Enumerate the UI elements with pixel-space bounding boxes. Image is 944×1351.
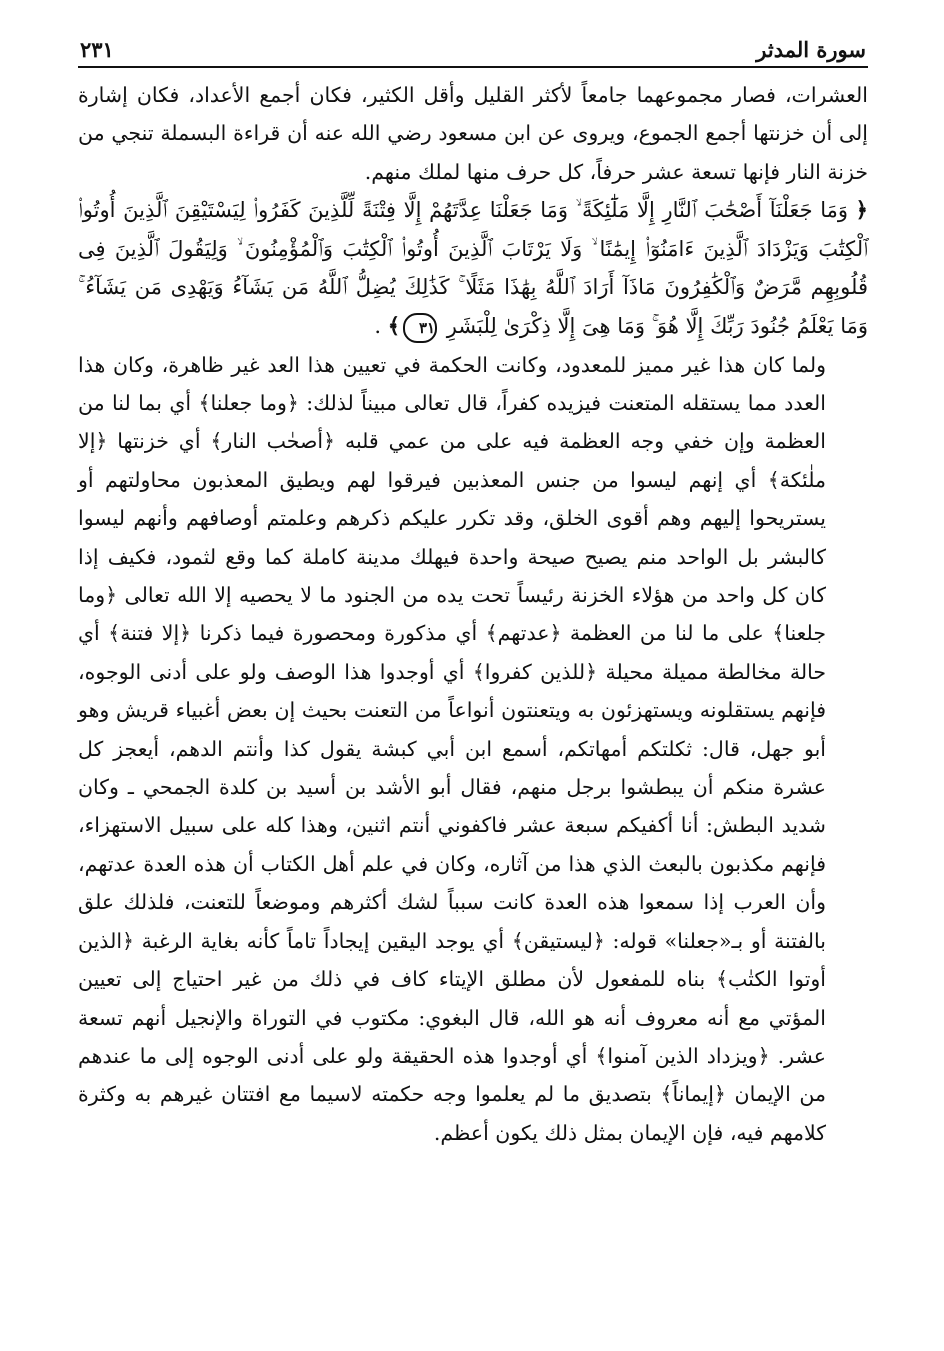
commentary-paragraph: ولما كان هذا غير مميز للمعدود، وكانت الحكمة في تعيين هذا العد غير ظاهرة، وكان هذا العدد مما يستقله المتعنت فيزيده كفراً، قال تعالى مبيناً لذلك: ﴿وما جعلنا﴾ أي بما لنا من العظمة وإن خفي وجه العظمة فيه على من عمي قلبه ﴿أصحٰب النار﴾ أي خزنتها ﴿إلا ملٰئكة﴾ أي إنهم ليسوا من جنس المعذبين فيرقوا لهم ويطيق المعذبون محاولتهم أو يستريحوا إليهم وهم أقوى الخلق، وقد تكرر عليكم ذكرهم وعلمتم أوصافهم وأنهم ليسوا كالبشر بل الواحد منم يصيح صيحة واحدة فيهلك مدينة كاملة كما وقع لثمود، فكيف إذا كان كل واحد من هؤلاء الخزنة رئيساً تحت يده من الجنود ما لا يحصيه إلا الله تعالى ﴿وما جلعنا﴾ على ما لنا من العظمة ﴿عدتهم﴾ أي مذكورة ومحصورة فيما ذكرنا ﴿إلا فتنة﴾ أي حالة مخالطة مميلة محيلة ﴿للذين كفروا﴾ أي أوجدوا هذا الوصف ولو على أدنى الوجوه، فإنهم يستقلونه ويستهزئون به ويتعنتون أنواعاً من التعنت بحيث إن بعض أغبياء قريش وهو أبو جهل، قال: ثكلتكم أمهاتكم، أسمع ابن أبي كبشة يقول كذا وأنتم الدهم، أيعجز كل عشرة منكم أن يبطشوا برجل منهم، فقال أبو الأشد بن أسيد بن كلدة الجمحي ـ وكان شديد البطش: أنا أكفيكم سبعة عشر فاكفوني أنتم اثنين، وهذا كله على سبيل الاستهزاء، فإنهم مكذبون بالبعث الذي هذا من آثاره، وكان في علم أهل الكتاب أن هذه العدة عدتهم، وأن العرب إذا سمعوا هذه العدة كانت سبباً لشك أكثرهم وموضعاً للتعنت، فلذلك علق بالفتنة أو بـ«جعلنا» قوله: ﴿ليستيقن﴾ أي يوجد اليقين إيجاداً تاماً كأنه بغاية الرغبة ﴿الذين أوتوا الكتٰب﴾ بناه للمفعول لأن مطلق الإيتاء كاف في ذلك من غير احتياج إلى تعيين المؤتي مع أنه معروف أنه هو الله، قال البغوي: مكتوب في التوراة والإنجيل أنهم تسعة عشر. ﴿ويزداد الذين آمنوا﴾ أي أوجدوا هذه الحقيقة ولو على أدنى الوجوه إلى ما عندهم من الإيمان ﴿إيماناً﴾ بتصديق ما لم يعلموا وجه حكمته لاسيما مع افتتان غيرهم به وكثرة كلامهم فيه، فإن الإيمان بمثل ذلك يكون أعظم. [78, 352, 826, 1145]
quran-verse-block [78, 191, 868, 345]
page-body [78, 76, 868, 1152]
verse-close-bracket: ﴾ [387, 313, 401, 338]
intro-paragraph: العشرات، فصار مجموعهما جامعاً لأكثر القليل وأقل الكثير، فكان أجمع الأعداد، فكان إشارة إلى أن خزنتها أجمع الجموع، ويروى عن ابن مسعود رضي الله عنه أن قراءة البسملة تنجي من خزنة النار فإنها تسعة عشر حرفاً، كل حرف منها لملك منهم. [78, 83, 868, 184]
verse-open-bracket: ﴿ [855, 197, 868, 223]
book-page [78, 28, 868, 1152]
running-header [78, 28, 868, 68]
surah-title: سورة المدثر [756, 37, 866, 62]
verse-text: وَمَا جَعَلْنَآ أَصْحَٰبَ ٱلنَّارِ إِلَّا مَلَٰٓئِكَةً ۙ وَمَا جَعَلْنَا عِدَّتَهُمْ إِلَّا فِتْنَةً لِّلَّذِينَ كَفَرُوا۟ لِيَسْتَيْقِنَ ٱلَّذِينَ أُوتُوا۟ ٱلْكِتَٰبَ وَيَزْدَادَ ٱلَّذِينَ ءَامَنُوٓا۟ إِيمَٰنًا ۙ وَلَا يَرْتَابَ ٱلَّذِينَ أُوتُوا۟ ٱلْكِتَٰبَ وَٱلْمُؤْمِنُونَ ۙ وَلِيَقُولَ ٱلَّذِينَ فِى قُلُوبِهِم مَّرَضٌ وَٱلْكَٰفِرُونَ مَاذَآ أَرَادَ ٱللَّهُ بِهَٰذَا مَثَلًا ۚ كَذَٰلِكَ يُضِلُّ ٱللَّهُ مَن يَشَآءُ وَيَهْدِى مَن يَشَآءُ ۚ وَمَا يَعْلَمُ جُنُودَ رَبِّكَ إِلَّا هُوَ ۚ وَمَا هِىَ إِلَّا ذِكْرَىٰ لِلْبَشَرِ [78, 198, 868, 338]
page-number: ٢٣١ [80, 37, 114, 62]
verse-end-mark: . [374, 314, 382, 338]
verse-number-badge: ٣١ [403, 313, 437, 343]
